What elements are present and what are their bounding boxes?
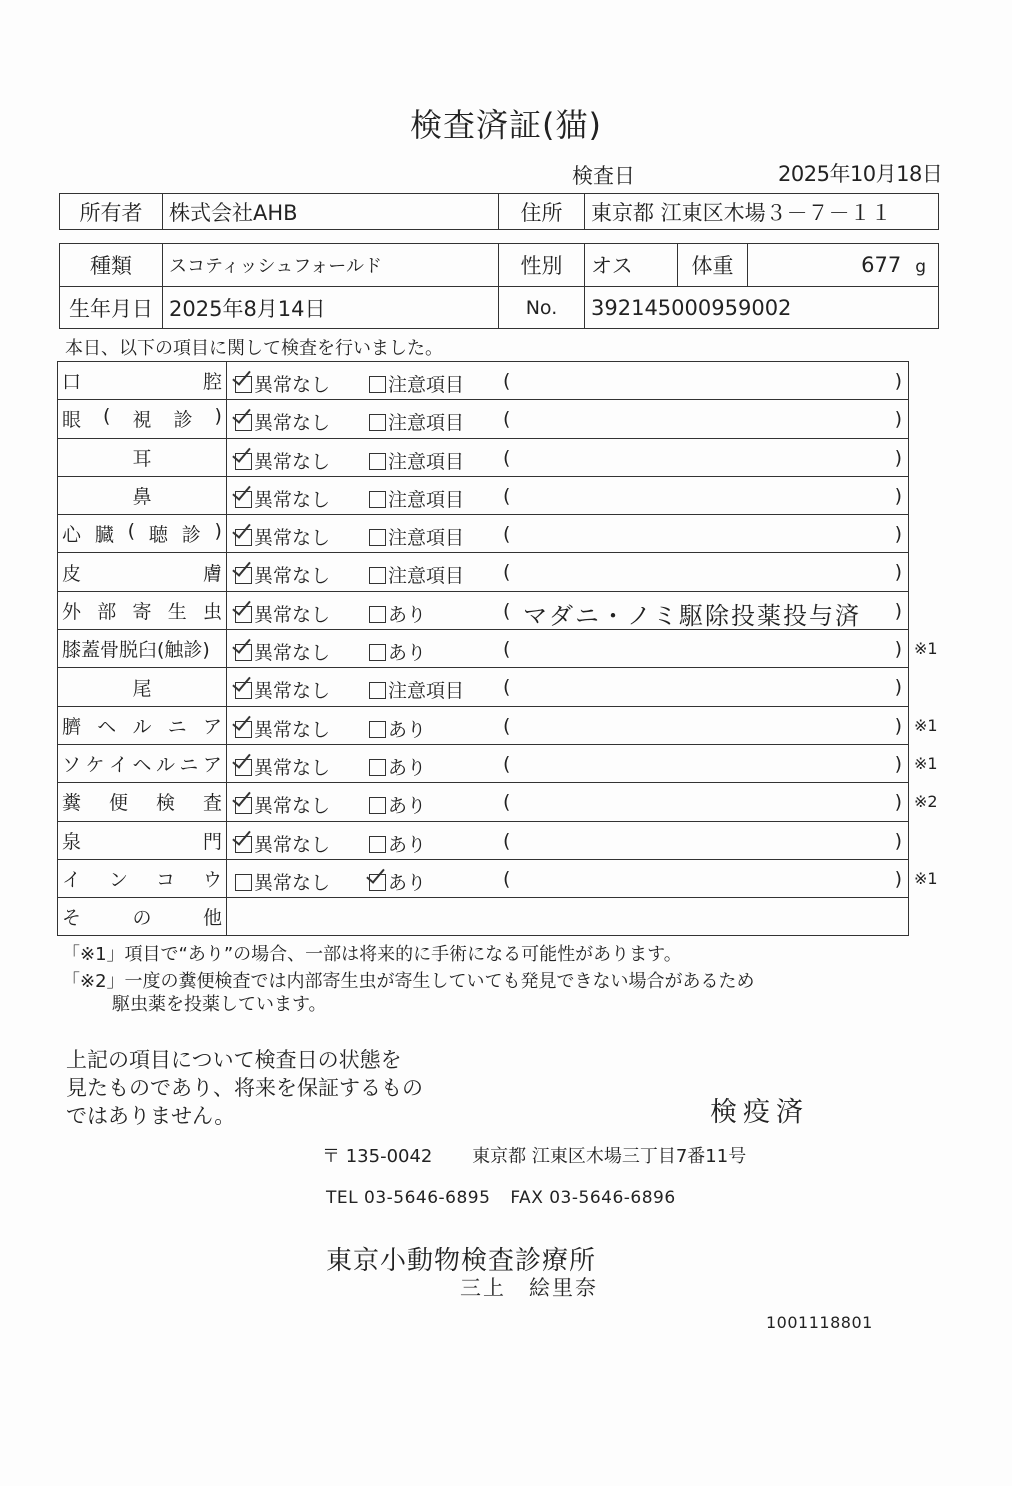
inspection-result — [227, 400, 909, 438]
item-label-char: 膚 — [202, 562, 222, 585]
inspection-row — [58, 438, 909, 476]
checkbox-normal[interactable] — [235, 453, 252, 470]
tel-number: TEL 03-5646-6895 — [326, 1188, 491, 1208]
weight-label: 体重 — [678, 244, 748, 287]
option-caution[interactable] — [369, 408, 464, 435]
checkbox-caution[interactable] — [369, 376, 386, 393]
item-label-char: 臓 — [94, 524, 114, 547]
checkbox-normal[interactable] — [235, 797, 252, 814]
serial-number: 1001118801 — [766, 1313, 873, 1332]
option-normal[interactable] — [235, 753, 330, 780]
dob-value: 2025年8月14日 — [163, 287, 499, 329]
checkbox-caution[interactable] — [369, 453, 386, 470]
option-caution[interactable] — [369, 447, 464, 474]
inspection-result — [227, 783, 909, 821]
option-caution[interactable] — [369, 638, 426, 665]
item-label-char: 便 — [108, 792, 128, 815]
address-label: 住所 — [499, 194, 585, 230]
item-label — [62, 559, 222, 586]
vet-name: 三上 絵里奈 — [460, 1276, 598, 1300]
inspection-result — [227, 744, 909, 782]
checkbox-caution[interactable] — [369, 529, 386, 546]
disclaimer-line: ではありません。 — [66, 1104, 236, 1128]
note-paren-close: ) — [894, 829, 902, 852]
inspection-item — [58, 744, 227, 782]
option-normal[interactable] — [235, 370, 330, 397]
item-label-char: の — [132, 907, 152, 930]
item-label-char: ン — [108, 869, 128, 891]
item-label-char: ) — [214, 520, 222, 543]
item-label-char: ア — [202, 754, 222, 777]
checkbox-normal[interactable] — [235, 567, 252, 584]
footnote-mark: ※1 — [914, 754, 938, 773]
disclaimer-line: 上記の項目について検査日の状態を — [66, 1048, 402, 1072]
fax-number: FAX 03-5646-6896 — [510, 1188, 676, 1208]
option-caution[interactable] — [369, 600, 426, 627]
option-caution-label: あり — [388, 756, 427, 779]
item-label-char: 耳 — [132, 447, 152, 470]
footnote-2: 「※2」一度の糞便検査では内部寄生虫が寄生していても発見できない場合があるため — [62, 971, 755, 992]
contact-line — [326, 1188, 676, 1208]
inspection-item — [58, 630, 227, 668]
inspection-row — [58, 553, 909, 591]
clinic-address: 東京都 江東区木場三丁目7番11号 — [472, 1146, 747, 1167]
option-normal-label: 異常なし — [254, 718, 331, 741]
intro-text: 本日、以下の項目に関して検査を行いました。 — [65, 338, 443, 359]
clinic-address-line — [322, 1142, 746, 1168]
item-label-char: ウ — [202, 869, 222, 891]
item-label — [62, 903, 222, 930]
weight-cell — [748, 244, 939, 287]
note-paren-close: ) — [894, 752, 902, 775]
item-label — [62, 674, 222, 701]
footnote-mark: ※2 — [914, 792, 938, 812]
inspection-result — [227, 362, 909, 400]
owner-table — [59, 193, 939, 230]
inspection-row — [58, 783, 909, 821]
no-value: 392145000959002 — [585, 287, 939, 329]
note-paren-open: ( — [503, 638, 511, 661]
note-paren-close: ) — [894, 638, 902, 661]
item-label-char: 検 — [155, 792, 175, 815]
inspection-item — [58, 362, 227, 400]
item-label-char: 他 — [202, 907, 222, 930]
option-caution[interactable] — [369, 676, 464, 703]
item-label-char: 臍 — [62, 715, 82, 738]
animal-table — [59, 243, 939, 329]
checkbox-caution[interactable] — [369, 836, 386, 853]
note-paren-open: ( — [503, 408, 511, 431]
checkbox-normal[interactable] — [235, 836, 252, 853]
weight-unit: g — [915, 257, 926, 277]
checkbox-caution[interactable] — [369, 721, 386, 738]
owner-value: 株式会社AHB — [163, 194, 499, 230]
item-label-char: ケ — [85, 754, 105, 777]
inspection-item — [58, 859, 227, 897]
item-label — [62, 827, 222, 854]
option-normal[interactable] — [235, 523, 330, 550]
option-normal[interactable] — [235, 447, 330, 474]
item-label-char: ア — [202, 715, 222, 738]
inspection-result — [227, 515, 909, 553]
note-paren-close: ) — [894, 599, 902, 622]
inspection-row — [58, 668, 909, 706]
footnote-mark: ※1 — [914, 868, 938, 888]
option-caution-label: 注意項目 — [388, 450, 465, 473]
note-paren-close: ) — [894, 408, 902, 431]
item-label-char: ニ — [179, 754, 199, 777]
breed-label: 種類 — [60, 244, 163, 287]
note-text: マダニ・ノミ駆除投薬投与済 — [523, 601, 861, 630]
dob-label: 生年月日 — [60, 287, 163, 329]
document-title: 検査済証(猫) — [410, 106, 602, 144]
inspection-result — [227, 821, 909, 859]
inspection-item — [58, 476, 227, 514]
inspection-item — [58, 515, 227, 553]
inspection-item — [58, 591, 227, 629]
inspection-result — [227, 438, 909, 476]
note-paren-open: ( — [503, 523, 511, 546]
option-normal-label: 異常なし — [254, 642, 331, 665]
checkbox-normal[interactable] — [235, 682, 252, 699]
checkbox-caution[interactable] — [369, 682, 386, 699]
option-normal-label: 異常なし — [254, 527, 331, 550]
checkbox-caution[interactable] — [369, 874, 386, 891]
item-label-char: 診 — [181, 524, 201, 547]
option-normal-label: 異常なし — [254, 488, 331, 511]
item-label-char: ニ — [167, 715, 187, 738]
inspection-row — [58, 515, 909, 553]
inspection-result — [227, 706, 909, 744]
item-label-char: 視 — [132, 409, 152, 432]
weight-value: 677 — [861, 253, 902, 277]
note-paren-close: ) — [894, 484, 902, 507]
item-label-char: ソ — [62, 754, 82, 777]
item-label-char: 寄 — [132, 600, 152, 623]
option-normal-label: 異常なし — [254, 680, 331, 703]
no-label: No. — [499, 287, 585, 329]
option-normal[interactable] — [235, 485, 330, 512]
option-caution[interactable] — [369, 715, 426, 742]
item-label-char: 糞 — [62, 792, 82, 815]
clinic-name: 東京小動物検査診療所 — [326, 1246, 597, 1276]
item-label-char: 膝蓋骨脱臼(触診) — [62, 639, 210, 662]
item-label-char: ) — [214, 405, 222, 428]
item-label — [62, 635, 222, 662]
footnote-mark: ※1 — [914, 639, 938, 659]
note-paren-open: ( — [503, 446, 511, 469]
note-paren-open: ( — [503, 829, 511, 852]
footnote-mark: ※1 — [914, 715, 938, 735]
option-normal[interactable] — [235, 676, 330, 703]
checkbox-normal[interactable] — [235, 874, 252, 891]
note-paren-close: ) — [894, 561, 902, 584]
option-normal[interactable] — [235, 600, 330, 627]
inspection-result — [227, 859, 909, 897]
checkbox-caution[interactable] — [369, 644, 386, 661]
checkbox-normal[interactable] — [235, 414, 252, 431]
note-paren-open: ( — [503, 676, 511, 699]
option-caution-label: 注意項目 — [388, 527, 465, 550]
item-label-char: コ — [155, 869, 175, 891]
item-label-char: イ — [108, 754, 128, 777]
option-caution[interactable] — [369, 523, 464, 550]
item-label — [62, 405, 222, 432]
option-caution[interactable] — [369, 830, 426, 857]
option-caution[interactable] — [369, 791, 426, 818]
address-value: 東京都 江東区木場３－７－１１ — [585, 194, 939, 230]
inspection-item — [58, 438, 227, 476]
inspection-item — [58, 783, 227, 821]
inspection-item — [58, 668, 227, 706]
item-label-char: ヘ — [97, 715, 117, 738]
item-label-char: ( — [103, 405, 111, 428]
item-label-char: 診 — [173, 409, 193, 432]
item-label — [62, 482, 222, 509]
item-label-char: 泉 — [62, 830, 82, 853]
option-normal[interactable] — [235, 561, 330, 588]
checkbox-normal[interactable] — [235, 644, 252, 661]
item-label — [62, 444, 222, 471]
option-normal[interactable] — [235, 638, 330, 665]
option-normal[interactable] — [235, 868, 330, 895]
item-label-char: イ — [62, 869, 82, 891]
note-paren-open: ( — [503, 791, 511, 814]
disclaimer — [66, 1046, 423, 1130]
item-label-char: 皮 — [62, 562, 82, 585]
item-label-char: ( — [127, 520, 136, 543]
inspection-row — [58, 706, 909, 744]
item-label — [62, 520, 222, 547]
option-normal-label: 異常なし — [254, 450, 331, 473]
item-label — [62, 788, 222, 815]
inspection-row — [58, 744, 909, 782]
item-label-char: 眼 — [62, 409, 82, 432]
item-label-char: そ — [62, 907, 82, 930]
note-paren-open: ( — [503, 561, 511, 584]
note-paren-close: ) — [894, 676, 902, 699]
inspection-table — [57, 361, 909, 936]
option-normal[interactable] — [235, 408, 330, 435]
postal-code: 〒 135-0042 — [322, 1146, 433, 1167]
option-caution[interactable] — [369, 370, 464, 397]
note-paren-close: ) — [894, 791, 902, 814]
note-paren-open: ( — [503, 867, 511, 890]
option-caution-label: 注意項目 — [388, 488, 465, 511]
inspection-item — [58, 553, 227, 591]
item-label-char: 心 — [62, 524, 82, 547]
footnote-1: 「※1」項目で“あり”の場合、一部は将来的に手術になる可能性があります。 — [62, 944, 682, 965]
option-normal-label: 異常なし — [254, 833, 331, 856]
breed-value: スコティッシュフォールド — [163, 244, 499, 287]
item-label-char: 鼻 — [132, 486, 152, 509]
option-normal-label: 異常なし — [254, 565, 331, 588]
item-label-char: 尾 — [132, 677, 152, 700]
option-normal-label: 異常なし — [254, 871, 331, 894]
checkbox-caution[interactable] — [369, 414, 386, 431]
inspection-result — [227, 630, 909, 668]
option-normal-label: 異常なし — [254, 756, 331, 779]
option-caution[interactable] — [369, 753, 426, 780]
option-normal-label: 異常なし — [254, 412, 331, 435]
checkbox-caution[interactable] — [369, 606, 386, 623]
item-label-char: 部 — [97, 600, 117, 623]
disclaimer-line: 見たものであり、将来を保証するもの — [66, 1076, 423, 1100]
option-normal-label: 異常なし — [254, 603, 331, 626]
checkbox-normal[interactable] — [235, 721, 252, 738]
option-caution[interactable] — [369, 561, 464, 588]
item-label-char: 腔 — [202, 371, 222, 394]
option-normal[interactable] — [235, 715, 330, 742]
note-paren-close: ) — [894, 867, 902, 890]
item-label-char: ル — [132, 715, 152, 738]
option-caution-label: あり — [388, 603, 427, 626]
option-caution-label: あり — [388, 795, 427, 818]
quarantine-stamp: 検疫済 — [710, 1097, 809, 1128]
note-paren-close: ) — [894, 446, 902, 469]
note-paren-close: ) — [894, 714, 902, 737]
note-paren-open: ( — [503, 370, 511, 392]
item-label-char: 虫 — [202, 600, 222, 623]
item-label — [62, 367, 222, 394]
checkbox-caution[interactable] — [369, 759, 386, 776]
option-caution-label: 注意項目 — [388, 565, 465, 588]
note-paren-close: ) — [894, 523, 902, 546]
note-paren-open: ( — [503, 484, 511, 507]
note-paren-close: ) — [894, 370, 902, 392]
inspection-row-other — [58, 898, 909, 936]
inspection-row — [58, 630, 909, 668]
inspection-item — [58, 706, 227, 744]
checkbox-caution[interactable] — [369, 797, 386, 814]
option-caution-label: 注意項目 — [388, 412, 465, 435]
checkbox-normal[interactable] — [235, 759, 252, 776]
inspection-result — [227, 591, 909, 629]
option-caution-label: あり — [388, 833, 427, 856]
item-label-char: ヘ — [132, 754, 152, 777]
inspection-item — [58, 821, 227, 859]
option-caution-label: あり — [388, 642, 427, 665]
item-label — [62, 597, 222, 624]
sex-label: 性別 — [499, 244, 585, 287]
item-label-char: 口 — [62, 371, 82, 394]
footnote-2-cont: 駆虫薬を投薬しています。 — [112, 994, 327, 1015]
option-caution-label: 注意項目 — [388, 680, 465, 703]
inspection-row — [58, 362, 909, 400]
option-caution-label: あり — [388, 871, 427, 894]
item-label — [62, 865, 222, 892]
inspection-item — [58, 898, 227, 936]
sex-value: オス — [585, 244, 678, 287]
note-paren-open: ( — [503, 714, 511, 737]
option-caution-label: 注意項目 — [388, 374, 465, 396]
inspection-result — [227, 668, 909, 706]
inspection-result — [227, 476, 909, 514]
item-label-char: 門 — [202, 830, 222, 853]
inspection-row — [58, 859, 909, 897]
checkbox-caution[interactable] — [369, 491, 386, 508]
option-normal-label: 異常なし — [254, 795, 331, 818]
option-normal[interactable] — [235, 791, 330, 818]
other-notes[interactable] — [227, 898, 909, 936]
note-paren-open: ( — [503, 752, 511, 775]
inspection-result — [227, 553, 909, 591]
checkbox-normal[interactable] — [235, 376, 252, 393]
item-label-char: ル — [155, 754, 175, 777]
owner-label: 所有者 — [60, 194, 163, 230]
checkbox-normal[interactable] — [235, 529, 252, 546]
option-caution-label: あり — [388, 718, 427, 741]
inspection-item — [58, 400, 227, 438]
item-label — [62, 712, 222, 739]
item-label — [62, 750, 222, 777]
checkbox-normal[interactable] — [235, 606, 252, 623]
item-label-char: 生 — [167, 600, 187, 623]
option-caution[interactable] — [369, 868, 426, 895]
item-label-char: 査 — [202, 792, 222, 815]
inspection-row — [58, 476, 909, 514]
checkbox-caution[interactable] — [369, 567, 386, 584]
item-label-char: 聴 — [148, 524, 168, 547]
exam-date-label: 検査日 — [572, 164, 635, 188]
checkbox-normal[interactable] — [235, 491, 252, 508]
inspection-row — [58, 591, 909, 629]
item-label-char: 外 — [62, 600, 82, 623]
exam-date: 2025年10月18日 — [778, 162, 943, 186]
note-paren-open: ( — [503, 599, 511, 622]
inspection-row — [58, 821, 909, 859]
option-caution[interactable] — [369, 485, 464, 512]
inspection-row — [58, 400, 909, 438]
option-normal[interactable] — [235, 830, 330, 857]
option-normal-label: 異常なし — [254, 374, 331, 396]
